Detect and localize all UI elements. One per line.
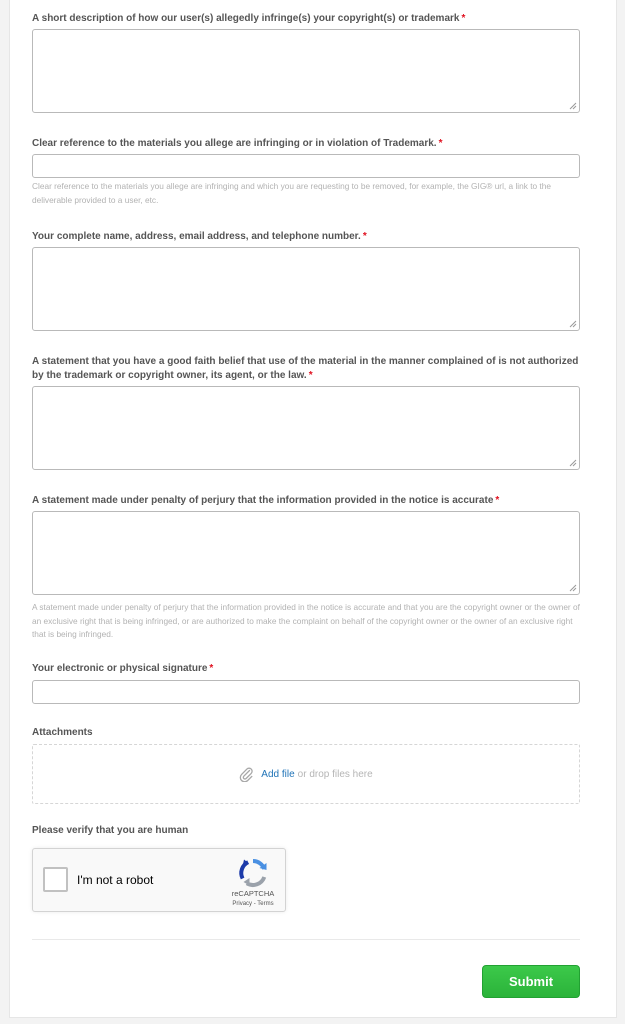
resize-handle-icon[interactable]: [569, 459, 577, 467]
good-faith-statement-label: A statement that you have a good faith belief that use of the material in the manner complained of is not authorized by the trademark or copyright owner, its agent, or the law. *: [32, 356, 579, 381]
materials-reference-input[interactable]: [32, 154, 580, 178]
perjury-statement-label: A statement made under penalty of perjury that the information provided in the notice is accurate *: [32, 495, 500, 506]
description-field: [32, 12, 580, 26]
required-asterisk: *: [495, 495, 500, 506]
resize-handle-icon[interactable]: [569, 320, 577, 328]
contact-info-textarea[interactable]: [32, 247, 580, 331]
recaptcha-brand: reCAPTCHA: [231, 889, 275, 898]
resize-handle-icon[interactable]: [569, 584, 577, 592]
signature-label: Your electronic or physical signature *: [32, 663, 214, 674]
paperclip-icon: [239, 766, 253, 782]
perjury-statement-hint: A statement made under penalty of perjury that the information provided in the notice is accurate and that you are the copyright owner or the owner of an exclusive right that is being infringed, or are authorized to make the complaint on behalf of the copyright owner or the owner of an exclusive right that is being infringed.: [32, 602, 580, 639]
recaptcha-logo-icon: [237, 857, 269, 889]
required-asterisk: *: [362, 231, 367, 242]
drop-files-text: or drop files here: [297, 768, 373, 780]
footer-divider: [32, 939, 580, 940]
materials-reference-hint: Clear reference to the materials you allege are infringing and which you are requesting to be removed, for example, the GIG® url, a link to the deliverable provided to a user, etc.: [32, 181, 551, 205]
description-textarea[interactable]: [32, 29, 580, 113]
contact-info-label: Your complete name, address, email address, and telephone number. *: [32, 231, 367, 242]
terms-link[interactable]: Terms: [257, 901, 274, 907]
resize-handle-icon[interactable]: [569, 102, 577, 110]
not-robot-checkbox[interactable]: [43, 867, 68, 892]
add-file-link[interactable]: Add file: [261, 768, 295, 780]
required-asterisk: *: [308, 370, 313, 381]
privacy-link[interactable]: Privacy: [232, 901, 253, 907]
good-faith-statement-textarea[interactable]: [32, 386, 580, 470]
attachments-dropzone[interactable]: [32, 744, 580, 804]
required-asterisk: *: [461, 13, 466, 24]
human-verification-label: Please verify that you are human: [32, 825, 189, 836]
contact-info-field: [32, 230, 580, 244]
attachments-field: [32, 726, 580, 780]
not-robot-label: I'm not a robot: [77, 873, 154, 887]
attachments-label: Attachments: [32, 727, 93, 738]
human-verification-field: [32, 824, 580, 907]
signature-input[interactable]: [32, 680, 580, 704]
description-label: A short description of how our user(s) allegedly infringe(s) your copyright(s) or trademark *: [32, 13, 466, 24]
materials-reference-label: Clear reference to the materials you allege are infringing or in violation of Trademark. *: [32, 138, 443, 149]
perjury-statement-field: [32, 494, 580, 639]
required-asterisk: *: [438, 138, 443, 149]
link-separator: -: [252, 901, 258, 907]
signature-field: [32, 662, 580, 676]
required-asterisk: *: [209, 663, 214, 674]
submit-button[interactable]: Submit: [482, 965, 580, 998]
materials-reference-field: [32, 137, 580, 205]
recaptcha-widget: [32, 848, 286, 912]
recaptcha-links: [219, 901, 287, 907]
perjury-statement-textarea[interactable]: [32, 511, 580, 595]
good-faith-statement-field: [32, 355, 580, 383]
request-form-card: [9, 0, 617, 1018]
